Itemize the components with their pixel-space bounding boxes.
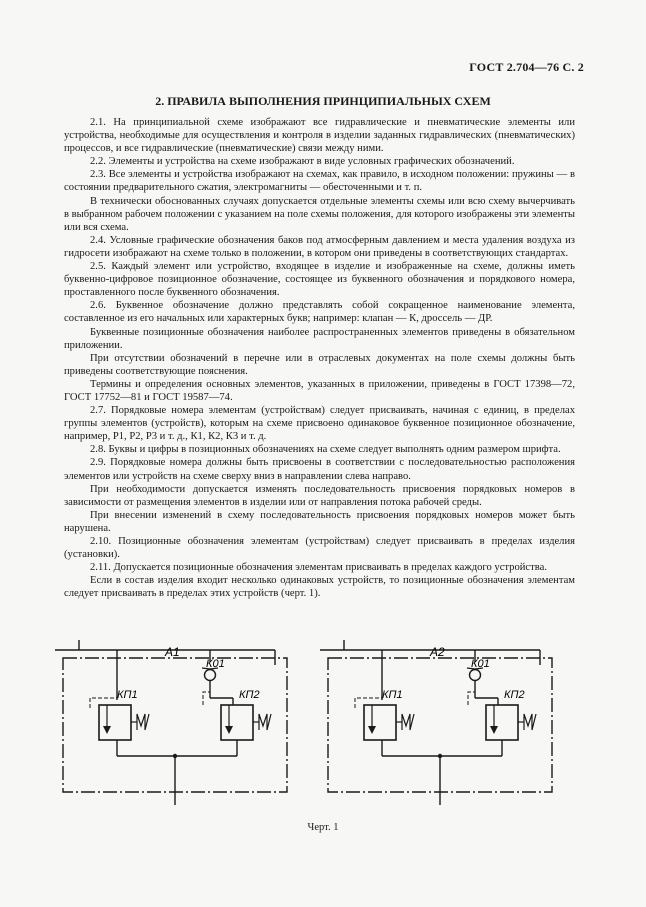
label-kp1: КП1 — [382, 689, 403, 701]
paragraph: 2.4. Условные графические обозначения баков под атмосферным давлением и места удаления воздуха из гидросети изображают на схеме только в положении, в котором они приведены в соответствующих стандартах. — [64, 234, 575, 259]
section-title: 2. ПРАВИЛА ВЫПОЛНЕНИЯ ПРИНЦИПИАЛЬНЫХ СХЕМ — [155, 94, 491, 108]
label-k01: К01 — [471, 658, 490, 670]
paragraph: Буквенные позиционные обозначения наиболее распространенных элементов приведены в обязательном приложении. — [64, 326, 575, 351]
label-kp2: КП2 — [504, 689, 525, 701]
hydraulic-schematic-drawing — [55, 640, 585, 810]
paragraph: 2.8. Буквы и цифры в позиционных обозначениях на схеме следует выполнять одним размером шрифта. — [90, 444, 561, 456]
label-k01: К01 — [206, 658, 225, 670]
paragraph: 2.7. Порядковые номера элементам (устройствам) следует присваивать, начиная с единиц, в пределах группы элементов (устройств), которым на схеме присвоено одинаковое буквенное позиционное обозначение, например, Р1, Р2, Р3 и т. д., К1, К2, К3 и т. д. — [64, 405, 575, 443]
paragraph: Если в состав изделия входит несколько одинаковых устройств, то позиционные обозначения элементам следует присваивать в пределах этих устройств (черт. 1). — [64, 575, 575, 600]
device-a1 — [55, 640, 287, 805]
paragraph: Термины и определения основных элементов, указанных в приложении, приведены в ГОСТ 17398—72, ГОСТ 17752—81 и ГОСТ 19587—74. — [64, 378, 575, 403]
paragraph: При внесении изменений в схему последовательность присвоения порядковых номеров может быть нарушена. — [64, 509, 575, 534]
paragraph: При необходимости допускается изменять последовательность присвоения порядковых номеров в зависимости от размещения элементов в изделии или от направления потока рабочей среды. — [64, 483, 575, 508]
figure-caption: Черт. 1 — [307, 822, 339, 833]
label-a2: А2 — [430, 645, 445, 659]
label-kp2: КП2 — [239, 689, 260, 701]
paragraph: При отсутствии обозначений в перечне или в отраслевых документах на поле схемы должны быть приведены соответствующие пояснения. — [64, 352, 575, 377]
paragraph: 2.11. Допускается позиционные обозначения элементам присваивать в пределах каждого устройства. — [90, 562, 547, 574]
paragraph: В технически обоснованных случаях допускается отдельные элементы схемы или всю схему вычерчивать в выбранном рабочем положении с указанием на поле схемы положения, для которого изображены эти элементы или вся схема. — [64, 195, 575, 233]
device-a2 — [320, 640, 552, 805]
body-text — [64, 116, 575, 600]
paragraph: 2.5. Каждый элемент или устройство, входящее в изделие и изображенные на схеме, должны иметь буквенно-цифровое позиционное обозначение, состоящее из буквенного обозначения и порядкового номера, проставленного после буквенного обозначения. — [64, 261, 575, 299]
label-a1: А1 — [165, 645, 180, 659]
paragraph: 2.6. Буквенное обозначение должно представлять собой сокращенное наименование элемента, составленное из его начальных или характерных букв; например: клапан — К, дроссель — ДР. — [64, 300, 575, 325]
paragraph: 2.10. Позиционные обозначения элементам (устройствам) следует присваивать в пределах изделия (установки). — [64, 536, 575, 561]
paragraph: 2.1. На принципиальной схеме изображают все гидравлические и пневматические элементы или устройства, необходимые для осуществления и контроля в изделии заданных гидравлических (пневматических) процессов, и все гидравлические (пневматические) связи между ними. — [64, 117, 575, 155]
paragraph: 2.9. Порядковые номера должны быть присвоены в соответствии с последовательностью расположения элементов или устройств на схеме сверху вниз в направлении слева направо. — [64, 457, 575, 482]
paragraph: 2.3. Все элементы и устройства изображают на схемах, как правило, в исходном положении: пружины — в состоянии предварительного сжатия, электромагниты — обесточенными и т. п. — [64, 169, 575, 194]
paragraph: 2.2. Элементы и устройства на схеме изображают в виде условных графических обозначений. — [90, 156, 515, 168]
page-header: ГОСТ 2.704—76 С. 2 — [469, 60, 584, 74]
label-kp1: КП1 — [117, 689, 138, 701]
